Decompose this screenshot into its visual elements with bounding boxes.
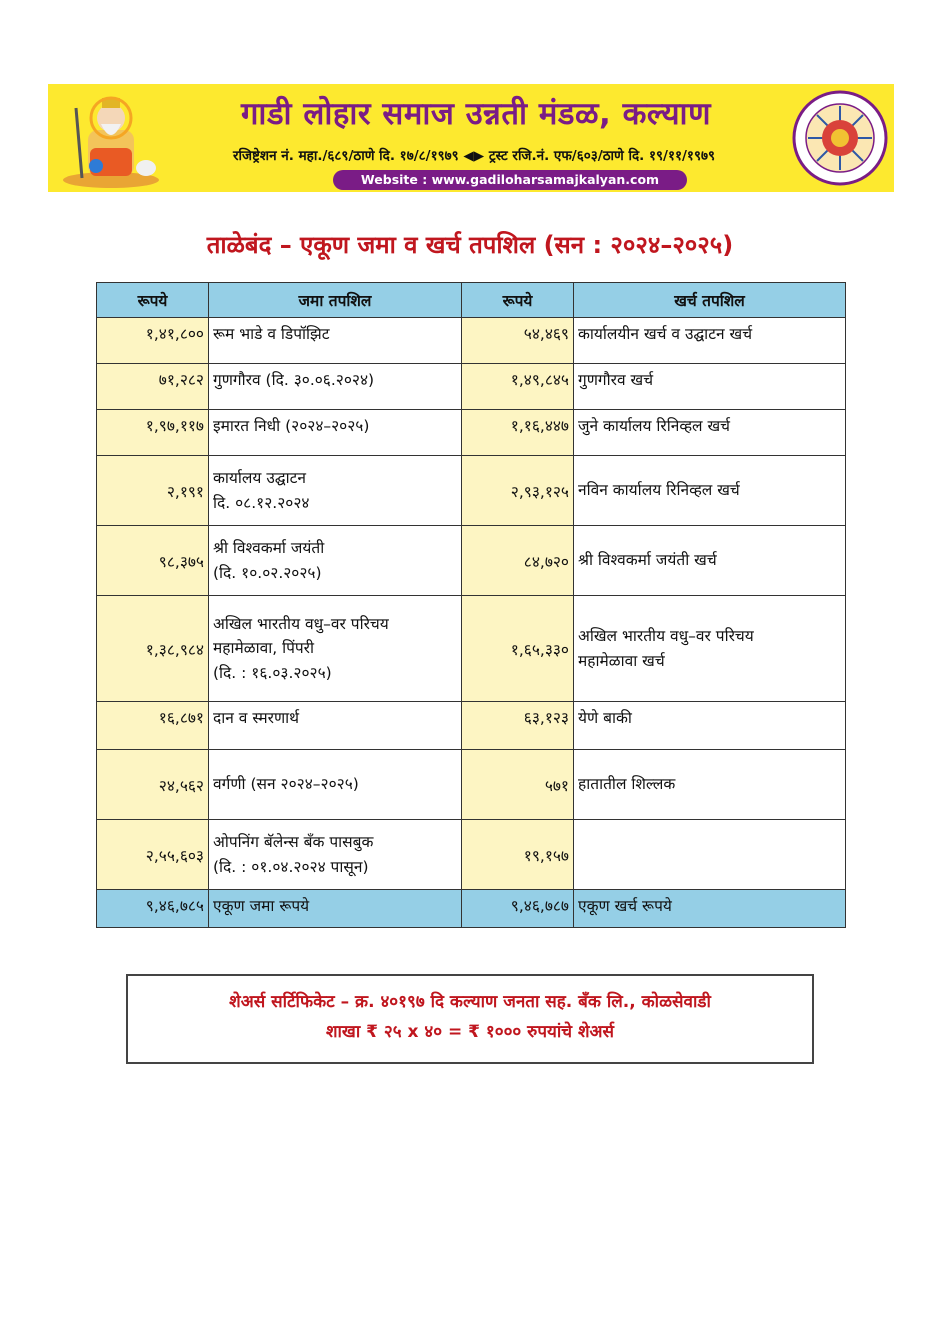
description-line: दान व स्मरणार्थ bbox=[213, 709, 300, 727]
description-line: येणे बाकी bbox=[578, 709, 632, 727]
expense-amount: १,६५,३३० bbox=[462, 596, 574, 702]
description-line: अखिल भारतीय वधु–वर परिचय bbox=[578, 627, 754, 646]
expense-description bbox=[574, 456, 846, 526]
total-income-amount: ९,४६,७८५ bbox=[97, 890, 209, 928]
income-amount: १६,८७१ bbox=[97, 702, 209, 750]
expense-amount-header: रूपये bbox=[462, 283, 574, 318]
income-amount: १,९७,११७ bbox=[97, 410, 209, 456]
expense-amount: १,१६,४४७ bbox=[462, 410, 574, 456]
expense-amount: २,९३,१२५ bbox=[462, 456, 574, 526]
expense-description bbox=[574, 410, 846, 456]
income-amount: ७१,२८२ bbox=[97, 364, 209, 410]
expense-amount: ६३,१२३ bbox=[462, 702, 574, 750]
registration-line bbox=[124, 146, 824, 164]
description-line: (दि. १०.०२.२०२५) bbox=[213, 563, 322, 582]
table-row bbox=[97, 456, 846, 526]
income-description bbox=[209, 410, 462, 456]
expense-description bbox=[574, 318, 846, 364]
table-row bbox=[97, 318, 846, 364]
share-certificate-line-2: शाखा ₹ २५ x ४० = ₹ १००० रुपयांचे शेअर्स bbox=[325, 1021, 615, 1042]
description-line: श्री विश्वकर्मा जयंती खर्च bbox=[578, 551, 717, 570]
website-badge: Website : www.gadiloharsamajkalyan.com bbox=[333, 170, 687, 190]
description-line: वर्गणी (सन २०२४–२०२५) bbox=[213, 775, 359, 794]
table-row bbox=[97, 410, 846, 456]
expense-description bbox=[574, 596, 846, 702]
share-certificate-box bbox=[126, 974, 814, 1064]
ledger-table bbox=[96, 282, 846, 928]
table-row bbox=[97, 702, 846, 750]
header-banner bbox=[48, 84, 894, 192]
description-line: श्री विश्वकर्मा जयंती bbox=[213, 539, 325, 558]
trust-registration-number: ट्रस्ट रजि.नं. एफ/६०३/ठाणे दि. १९/११/१९७९ bbox=[488, 148, 716, 164]
income-amount: ९८,३७५ bbox=[97, 526, 209, 596]
table-row bbox=[97, 526, 846, 596]
expense-amount: ८४,७२० bbox=[462, 526, 574, 596]
table-row bbox=[97, 820, 846, 890]
separator-arrows-icon: ◀▶ bbox=[463, 148, 485, 164]
income-description bbox=[209, 596, 462, 702]
share-certificate-line-1: शेअर्स सर्टिफिकेट – क्र. ४०१९७ दि कल्याण जनता सह. बँक लि., कोळसेवाडी bbox=[229, 992, 711, 1012]
description-line: इमारत निधी (२०२४–२०२५) bbox=[213, 417, 370, 435]
table-row bbox=[97, 750, 846, 820]
expense-amount: १,४९,८४५ bbox=[462, 364, 574, 410]
expense-amount: १९,१५७ bbox=[462, 820, 574, 890]
total-income-label: एकूण जमा रूपये bbox=[209, 890, 462, 928]
table-row bbox=[97, 596, 846, 702]
expense-description bbox=[574, 750, 846, 820]
income-amount: १,३८,९८४ bbox=[97, 596, 209, 702]
description-line: महामेळावा, पिंपरी bbox=[213, 639, 315, 658]
description-line: अखिल भारतीय वधु–वर परिचय bbox=[213, 615, 389, 634]
income-details-header: जमा तपशिल bbox=[209, 283, 462, 318]
income-description bbox=[209, 364, 462, 410]
income-description bbox=[209, 318, 462, 364]
total-expense-label: एकूण खर्च रूपये bbox=[574, 890, 846, 928]
expense-description bbox=[574, 820, 846, 890]
income-description bbox=[209, 526, 462, 596]
description-line: कार्यालयीन खर्च व उद्घाटन खर्च bbox=[578, 325, 753, 343]
vishwakarma-deity-image bbox=[56, 88, 166, 188]
income-amount: २,५५,६०३ bbox=[97, 820, 209, 890]
total-row bbox=[97, 890, 846, 928]
description-line: महामेळावा खर्च bbox=[578, 651, 665, 670]
total-expense-amount: ९,४६,७८७ bbox=[462, 890, 574, 928]
description-line: जुने कार्यालय रिनिव्हल खर्च bbox=[578, 417, 731, 435]
organization-seal-logo bbox=[790, 88, 890, 188]
description-line: गुणगौरव खर्च bbox=[578, 371, 654, 389]
income-amount: २,१९१ bbox=[97, 456, 209, 526]
description-line: कार्यालय उद्घाटन bbox=[213, 469, 306, 488]
expense-description bbox=[574, 702, 846, 750]
expense-amount: ५४,४६९ bbox=[462, 318, 574, 364]
organization-title: गाडी लोहार समाज उन्नती मंडळ, कल्याण bbox=[240, 96, 711, 132]
description-line: गुणगौरव (दि. ३०.०६.२०२४) bbox=[213, 371, 375, 389]
income-amount: २४,५६२ bbox=[97, 750, 209, 820]
description-line: दि. ०८.१२.२०२४ bbox=[213, 493, 310, 512]
expense-description bbox=[574, 526, 846, 596]
expense-description bbox=[574, 364, 846, 410]
registration-number: रजिष्ट्रेशन नं. महा./६८९/ठाणे दि. १७/८/१९७९ bbox=[232, 148, 459, 164]
income-description bbox=[209, 750, 462, 820]
income-amount-header: रूपये bbox=[97, 283, 209, 318]
description-line: नविन कार्यालय रिनिव्हल खर्च bbox=[578, 481, 740, 500]
income-description bbox=[209, 702, 462, 750]
description-line: (दि. : ०१.०४.२०२४ पासून) bbox=[213, 857, 369, 876]
page-heading: ताळेबंद – एकूण जमा व खर्च तपशिल (सन : २०२४–२०२५) bbox=[206, 231, 734, 259]
table-header-row bbox=[97, 283, 846, 318]
description-line: रूम भाडे व डिपॉझिट bbox=[213, 325, 330, 343]
table-row bbox=[97, 364, 846, 410]
description-line: (दि. : १६.०३.२०२५) bbox=[213, 663, 332, 682]
expense-details-header: खर्च तपशिल bbox=[574, 283, 846, 318]
income-description bbox=[209, 456, 462, 526]
description-line: ओपनिंग बॅलेन्स बँक पासबुक bbox=[213, 833, 374, 852]
income-amount: १,४१,८०० bbox=[97, 318, 209, 364]
income-description bbox=[209, 820, 462, 890]
description-line: हातातील शिल्लक bbox=[578, 775, 676, 794]
expense-amount: ५७१ bbox=[462, 750, 574, 820]
